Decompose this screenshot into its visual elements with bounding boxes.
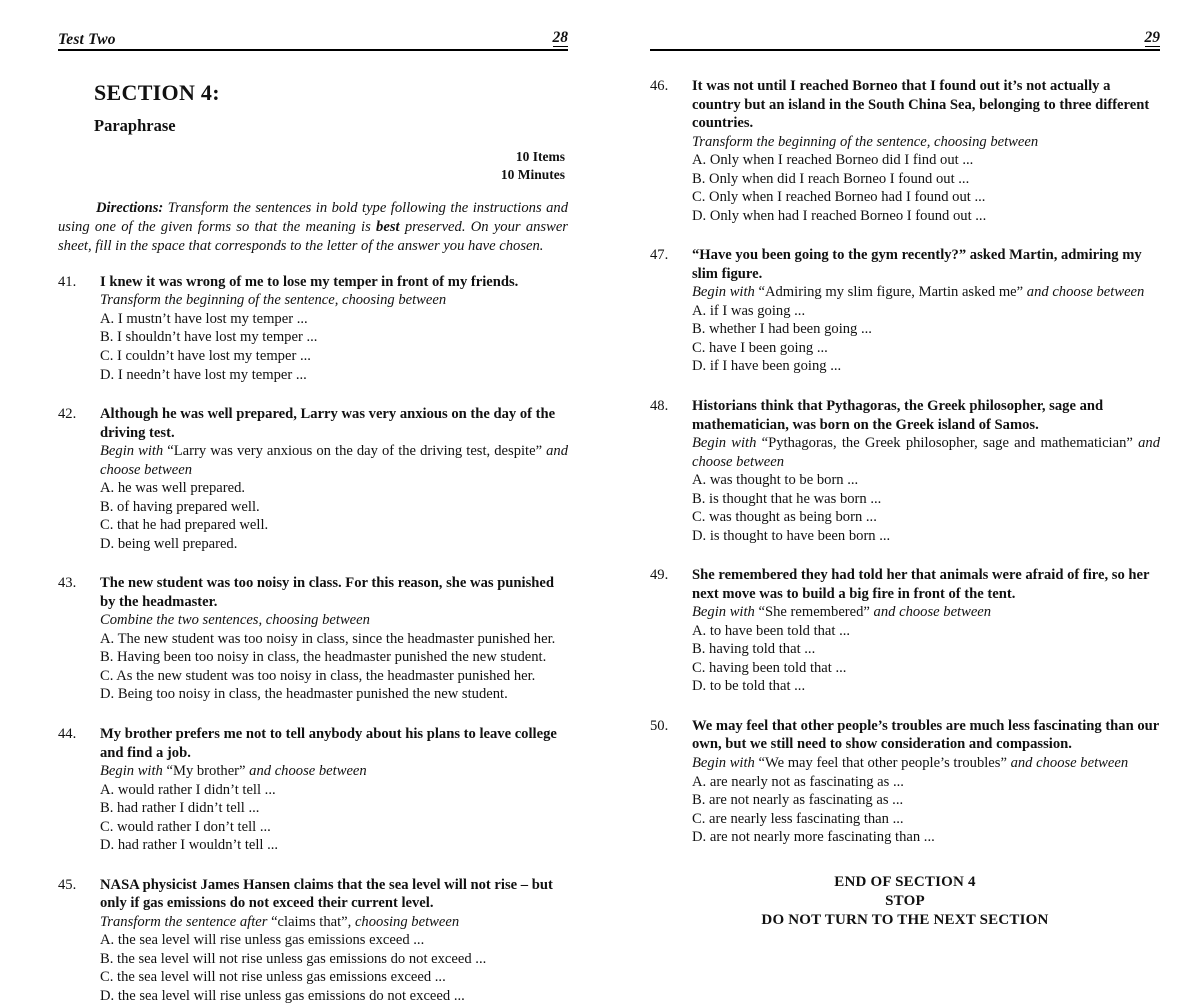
question-instruction: [692, 434, 1160, 471]
left-question-list: [58, 273, 568, 1005]
option-list: [692, 622, 1160, 696]
option-b[interactable]: B. having told that ...: [692, 641, 816, 658]
option-list: [692, 302, 1160, 376]
option-c[interactable]: C. As the new student was too noisy in class, the headmaster punished her.: [100, 667, 536, 684]
option-a[interactable]: A. to have been told that ...: [692, 622, 851, 639]
question-instruction: Transform the beginning of the sentence, choosing between: [100, 292, 447, 309]
running-header-title: Test Two: [58, 30, 116, 48]
left-running-header: [58, 0, 568, 58]
page-number: 28: [552, 28, 568, 46]
option-b[interactable]: B. Only when did I reach Borneo I found out ...: [692, 170, 970, 187]
directions-paragraph: [58, 199, 568, 256]
question-number: 46.: [650, 78, 669, 94]
option-c[interactable]: C. I couldn’t have lost my temper ...: [100, 347, 311, 364]
instruction-suffix: and choose between: [100, 443, 568, 478]
directions-text-2: preserved. On your answer sheet, fill in the space that corresponds to the letter of the answer you have chosen.: [58, 218, 568, 254]
question-44: [58, 725, 568, 855]
section-subtitle: Paraphrase: [94, 116, 176, 136]
question-stem: My brother prefers me not to tell anybody about his plans to leave college and find a job.: [100, 726, 557, 761]
section-meta: [58, 148, 568, 183]
option-a[interactable]: A. I mustn’t have lost my temper ...: [100, 310, 308, 327]
option-a[interactable]: A. are nearly not as fascinating as ...: [692, 773, 904, 790]
instruction-suffix: and choose between: [692, 435, 1160, 470]
question-instruction: [692, 754, 1160, 773]
option-b[interactable]: B. of having prepared well.: [100, 498, 260, 515]
option-d[interactable]: D. is thought to have been born ...: [692, 527, 891, 544]
option-c[interactable]: C. Only when I reached Borneo had I found out ...: [692, 189, 986, 206]
option-c[interactable]: C. the sea level will not rise unless gas emissions exceed ...: [100, 969, 446, 986]
option-b[interactable]: B. is thought that he was born ...: [692, 490, 882, 507]
option-c[interactable]: C. having been told that ...: [692, 659, 847, 676]
option-b[interactable]: B. the sea level will not rise unless gas emissions do not exceed ...: [100, 950, 487, 967]
instruction-quote: “claims that”: [271, 913, 348, 930]
instruction-prefix: Begin with: [692, 284, 759, 301]
end-of-section-line: END OF SECTION 4: [834, 873, 976, 890]
option-list: [100, 310, 568, 384]
question-number: 41.: [58, 273, 77, 290]
option-d[interactable]: D. I needn’t have lost my temper ...: [100, 366, 307, 383]
question-stem: I knew it was wrong of me to lose my temper in front of my friends.: [100, 273, 519, 290]
question-stem: The new student was too noisy in class. For this reason, she was punished by the headmaster.: [100, 575, 554, 610]
instruction-suffix: and choose between: [1006, 755, 1129, 771]
option-a[interactable]: A. The new student was too noisy in class, since the headmaster punished her.: [100, 630, 556, 647]
instruction-quote: “My brother”: [166, 763, 246, 780]
option-b[interactable]: B. Having been too noisy in class, the headmaster punished the new student.: [100, 649, 547, 666]
question-47: [650, 246, 1160, 376]
header-rule: [58, 49, 568, 51]
instruction-suffix: , choosing between: [347, 913, 460, 930]
question-stem: We may feel that other people’s troubles are much less fascinating than our own, but we still need to show consideration and compassion.: [692, 717, 1159, 753]
option-a[interactable]: A. was thought to be born ...: [692, 472, 859, 489]
instruction-suffix: and choose between: [245, 763, 367, 780]
option-d[interactable]: D. Being too noisy in class, the headmaster punished the new student.: [100, 686, 508, 703]
option-d[interactable]: D. to be told that ...: [692, 678, 806, 695]
instruction-quote: “Admiring my slim figure, Martin asked me”: [758, 284, 1024, 301]
option-a[interactable]: A. would rather I didn’t tell ...: [100, 781, 276, 798]
option-d[interactable]: D. had rather I wouldn’t tell ...: [100, 837, 279, 854]
question-instruction: [692, 603, 1160, 622]
option-d[interactable]: D. Only when had I reached Borneo I found out ...: [692, 207, 987, 224]
right-page-column: [650, 0, 1160, 929]
option-d[interactable]: D. the sea level will rise unless gas emissions do not exceed ...: [100, 987, 465, 1004]
question-instruction: Combine the two sentences, choosing between: [100, 612, 370, 629]
question-instruction: [100, 913, 568, 932]
instruction-suffix: and choose between: [1023, 284, 1145, 301]
option-list: [692, 151, 1160, 225]
option-b[interactable]: B. whether I had been going ...: [692, 321, 872, 338]
option-d[interactable]: D. if I have been going ...: [692, 358, 842, 375]
question-number: 42.: [58, 406, 77, 423]
option-list: [100, 931, 568, 1005]
question-46: [650, 77, 1160, 225]
instruction-prefix: Begin with: [692, 755, 759, 771]
option-b[interactable]: B. had rather I didn’t tell ...: [100, 800, 260, 817]
question-50: [650, 717, 1160, 847]
option-list: [100, 479, 568, 553]
option-d[interactable]: D. are not nearly more fascinating than ...: [692, 829, 935, 846]
option-list: [100, 630, 568, 704]
question-41: [58, 273, 568, 384]
question-42: [58, 405, 568, 553]
time-limit: 10 Minutes: [500, 166, 565, 182]
option-b[interactable]: B. I shouldn’t have lost my temper ...: [100, 329, 318, 346]
instruction-prefix: Transform the sentence after: [100, 913, 272, 930]
question-number: 48.: [650, 397, 669, 414]
question-43: [58, 574, 568, 704]
end-of-section-block: [650, 873, 1160, 931]
question-number: 47.: [650, 247, 669, 264]
instruction-prefix: Begin with: [100, 443, 168, 460]
header-rule: [650, 49, 1160, 51]
directions-label: Directions:: [96, 199, 164, 216]
instruction-quote: “She remembered”: [758, 604, 870, 621]
question-number: 49.: [650, 567, 669, 584]
option-d[interactable]: D. being well prepared.: [100, 535, 238, 552]
option-c[interactable]: C. was thought as being born ...: [692, 509, 877, 526]
option-a[interactable]: A. Only when I reached Borneo did I find out ...: [692, 152, 974, 169]
option-b[interactable]: B. are not nearly as fascinating as ...: [692, 792, 904, 809]
option-list: [692, 471, 1160, 545]
question-instruction: [100, 762, 568, 781]
section-title: SECTION 4:: [94, 80, 220, 105]
items-count: 10 Items: [515, 149, 565, 165]
instruction-prefix: Begin with: [692, 435, 762, 452]
option-c[interactable]: C. would rather I don’t tell ...: [100, 818, 271, 835]
question-number: 44.: [58, 726, 77, 742]
question-48: [650, 397, 1160, 545]
option-a[interactable]: A. if I was going ...: [692, 302, 806, 319]
instruction-suffix: and choose between: [869, 604, 992, 621]
instruction-prefix: Begin with: [692, 604, 759, 621]
left-page-column: [58, 0, 568, 1004]
directions-emphasis: best: [376, 218, 400, 235]
directions-text-1: Transform the sentences in bold type following the instructions and using one of the given forms so that the meaning is: [58, 199, 568, 235]
question-number: 43.: [58, 575, 77, 592]
question-stem: She remembered they had told her that animals were afraid of fire, so her next move was to build a big fire in front of the tent.: [692, 567, 1150, 602]
question-instruction: [100, 442, 568, 479]
question-stem: Although he was well prepared, Larry was very anxious on the day of the driving test.: [100, 406, 556, 441]
question-stem: It was not until I reached Borneo that I found out it’s not actually a country but an island in the South China Sea, belonging to three different countries.: [692, 78, 1150, 132]
question-stem: NASA physicist James Hansen claims that the sea level will not rise – but only if gas emissions do not exceed their current level.: [100, 876, 553, 912]
question-49: [650, 566, 1160, 696]
question-45: [58, 876, 568, 1005]
question-stem: Historians think that Pythagoras, the Greek philosopher, sage and mathematician, was born on the Greek island of Samos.: [692, 397, 1104, 433]
instruction-prefix: Begin with: [100, 763, 167, 780]
option-c[interactable]: C. are nearly less fascinating than ...: [692, 810, 904, 827]
do-not-turn-line: DO NOT TURN TO THE NEXT SECTION: [761, 912, 1049, 929]
option-a[interactable]: A. the sea level will rise unless gas emissions exceed ...: [100, 932, 425, 949]
option-c[interactable]: C. that he had prepared well.: [100, 517, 269, 534]
instruction-quote: “We may feel that other people’s troubles”: [758, 755, 1007, 771]
option-c[interactable]: C. have I been going ...: [692, 339, 828, 356]
option-list: [100, 781, 568, 855]
question-number: 45.: [58, 876, 77, 893]
right-running-header: [650, 0, 1160, 58]
question-stem: “Have you been going to the gym recently?” asked Martin, admiring my slim figure.: [692, 247, 1142, 282]
right-question-list: [650, 77, 1160, 930]
option-a[interactable]: A. he was well prepared.: [100, 480, 246, 497]
question-instruction: Transform the beginning of the sentence, choosing between: [692, 133, 1039, 150]
stop-line: STOP: [885, 892, 925, 909]
instruction-quote: “Larry was very anxious on the day of the driving test, despite”: [167, 443, 543, 460]
instruction-quote: “Pythagoras, the Greek philosopher, sage and mathematician”: [761, 435, 1133, 452]
question-number: 50.: [650, 717, 669, 734]
option-list: [692, 773, 1160, 847]
section-heading-block: [58, 81, 568, 134]
page-number: 29: [1144, 28, 1160, 46]
question-instruction: [692, 283, 1160, 302]
